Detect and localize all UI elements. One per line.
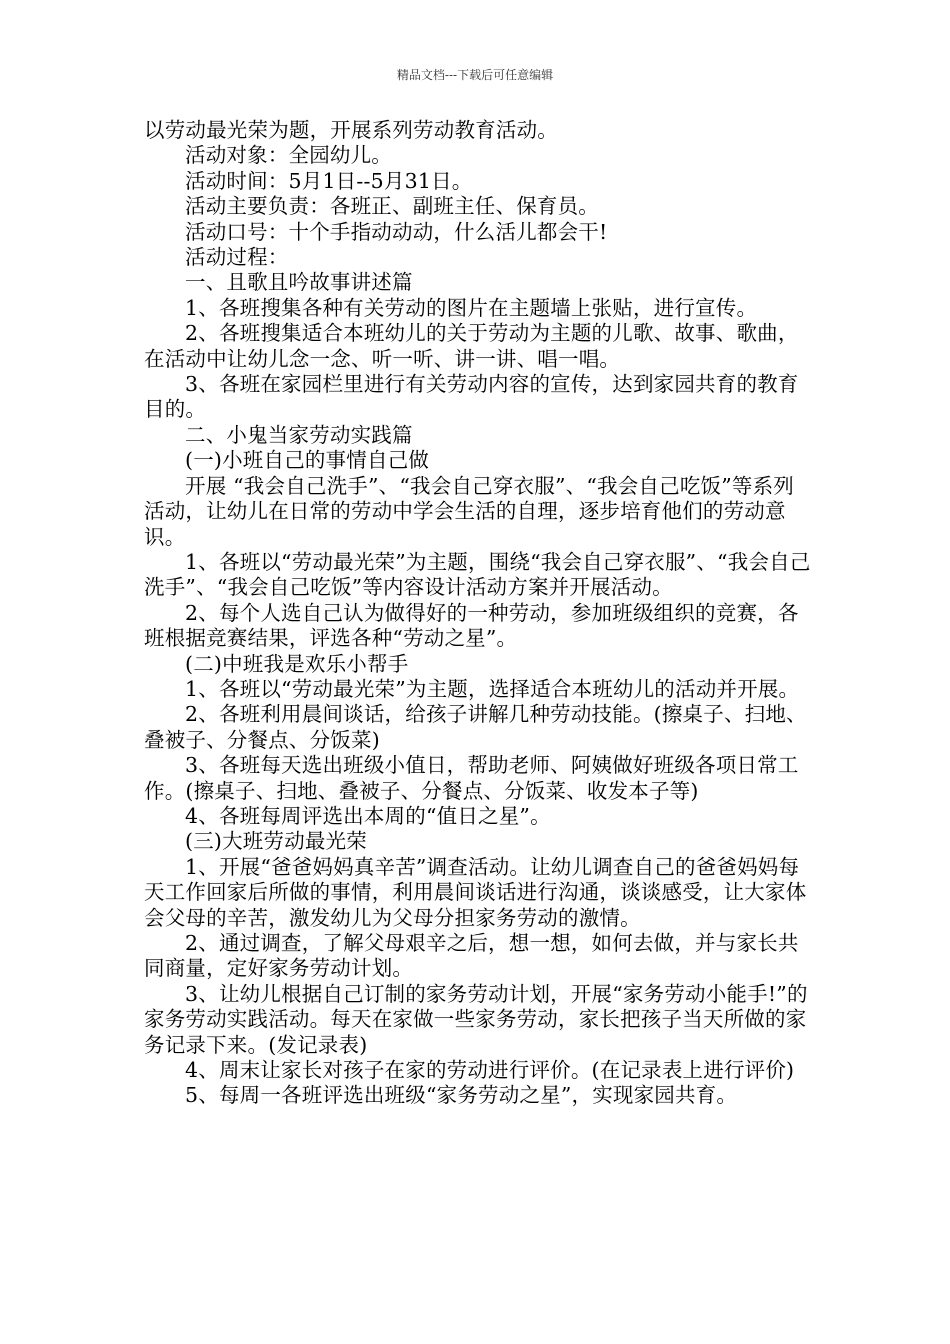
list-item: 3、让幼儿根据自己订制的家务劳动计划，开展“家务劳动小能手!”的家务劳动实践活动。每天在家做一些家务劳动，家长把孩子当天所做的家务记录下来。(发记录表) [144, 981, 808, 1057]
subsection-heading: (二)中班我是欢乐小帮手 [185, 651, 409, 676]
list-item: 2、各班利用晨间谈话，给孩子讲解几种劳动技能。(擦桌子、扫地、叠被子、分餐点、分饭菜) [144, 702, 807, 752]
section-heading-2: 二、小鬼当家劳动实践篇 [185, 422, 413, 447]
list-item: 2、通过调查，了解父母艰辛之后，想一想，如何去做，并与家长共同商量，定好家务劳动计划。 [144, 931, 799, 981]
list-item: 3、各班在家园栏里进行有关劳动内容的宣传，达到家园共育的教育目的。 [144, 372, 799, 422]
paragraph-time: 活动时间：5月1日--5月31日。 [185, 168, 473, 193]
paragraph: 开展 “我会自己洗手”、“我会自己穿衣服”、“我会自己吃饭”等系列活动，让幼儿在日常的劳动中学会生活的自理，逐步培育他们的劳动意识。 [144, 473, 794, 549]
list-item: 1、开展“爸爸妈妈真辛苦”调查活动。让幼儿调查自己的爸爸妈妈每天工作回家后所做的事情，利用晨间谈话进行沟通，谈谈感受，让大家体会父母的辛苦，激发幼儿为父母分担家务劳动的激情。 [144, 854, 807, 930]
list-item: 4、各班每周评选出本周的“值日之星”。 [185, 803, 551, 828]
paragraph-slogan: 活动口号：十个手指动动动，什么活儿都会干! [185, 219, 608, 244]
page-header: 精品文档---下载后可任意编辑 [396, 68, 554, 82]
list-item: 1、各班以“劳动最光荣”为主题，选择适合本班幼儿的活动并开展。 [185, 676, 800, 701]
list-item: 2、各班搜集适合本班幼儿的关于劳动为主题的儿歌、故事、歌曲，在活动中让幼儿念一念、听一听、讲一讲、唱一唱。 [144, 321, 799, 371]
paragraph-responsible: 活动主要负责：各班正、副班主任、保育员。 [185, 194, 599, 219]
list-item: 5、每周一各班评选出班级“家务劳动之星”，实现家园共育。 [185, 1083, 738, 1108]
list-item: 3、各班每天选出班级小值日，帮助老师、阿姨做好班级各项日常工作。(擦桌子、扫地、叠被子、分餐点、分饭菜、收发本子等) [144, 753, 799, 803]
subsection-heading: (三)大班劳动最光荣 [185, 829, 367, 854]
paragraph-intro: 以劳动最光荣为题，开展系列劳动教育活动。 [144, 118, 558, 142]
subsection-heading: (一)小班自己的事情自己做 [185, 448, 430, 473]
list-item: 1、各班以“劳动最光荣”为主题，围绕“我会自己穿衣服”、“我会自己洗手”、“我会自己吃饭”等内容设计活动方案并开展活动。 [144, 549, 811, 600]
list-item: 4、周末让家长对孩子在家的劳动进行评价。(在记录表上进行评价) [185, 1058, 795, 1083]
document-body [144, 118, 812, 1109]
paragraph-target: 活动对象：全园幼儿。 [185, 143, 392, 168]
section-heading-1: 一、且歌且吟故事讲述篇 [185, 270, 413, 295]
list-item: 2、每个人选自己认为做得好的一种劳动，参加班级组织的竞赛，各班根据竞赛结果，评选各种“劳动之星”。 [144, 600, 799, 651]
paragraph-process: 活动过程： [185, 245, 289, 270]
list-item: 1、各班搜集各种有关劳动的图片在主题墙上张贴，进行宣传。 [185, 295, 758, 320]
